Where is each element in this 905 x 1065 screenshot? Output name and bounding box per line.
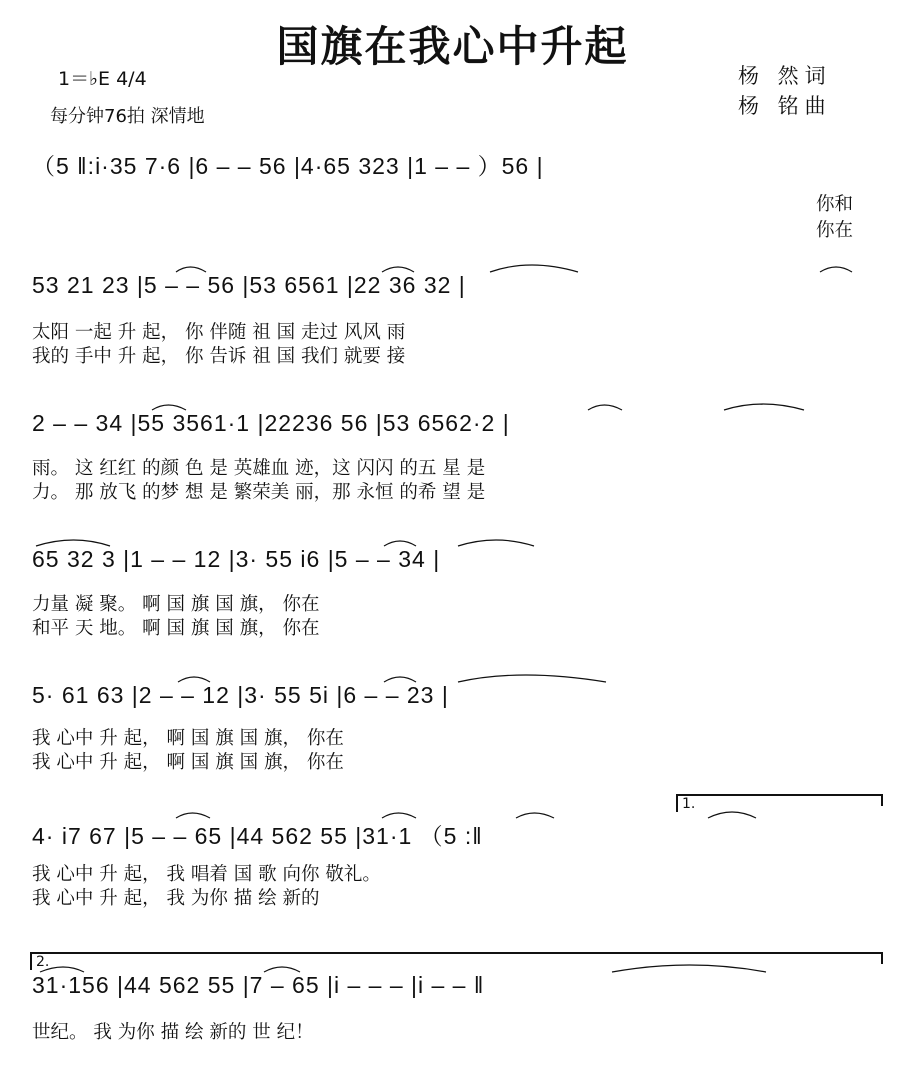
notation-line: 2 – – 34 |55 3561·1 |22236 56 |53 6562·2 | <box>32 410 510 436</box>
slur <box>588 405 622 410</box>
slur <box>820 267 852 272</box>
notation-line: 5· 61 63 |2 – – 12 |3· 55 5i |6 – – 23 | <box>32 682 449 708</box>
slur <box>382 267 414 272</box>
slur <box>176 813 210 818</box>
notation-line: （5 ‖:i·35 7·6 |6 – – 56 |4·65 323 |1 – – ）56 | <box>32 153 544 179</box>
slur <box>724 404 804 410</box>
notation-line: 4· i7 67 |5 – – 65 |44 562 55 |31·1 （5 :‖ <box>32 823 483 849</box>
slur <box>36 540 110 546</box>
slur <box>516 813 554 818</box>
slur <box>612 965 766 972</box>
lyric-line-verse-2: 力。 那 放飞 的梦 想 是 繁荣美 丽，那 永恒 的希 望 是 <box>32 482 486 503</box>
slur <box>458 540 534 546</box>
slur <box>458 675 606 682</box>
slur <box>178 677 210 682</box>
lyric-line-verse-2: 我 心中 升 起， 啊 国 旗 国 旗， 你在 <box>32 752 344 773</box>
lyric-line-verse-1: 太阳 一起 升 起， 你 伴随 祖 国 走过 风风 雨 <box>32 322 406 343</box>
slur <box>40 967 84 972</box>
second-ending-label: 2. <box>36 954 50 970</box>
tempo-marking: 每分钟76拍 深情地 <box>50 106 205 127</box>
first-ending-label: 1. <box>682 796 696 812</box>
slur <box>176 267 206 272</box>
lyric-line-verse-1: 你和 <box>816 194 854 215</box>
lyric-line-verse-2: 和平 天 地。 啊 国 旗 国 旗， 你在 <box>32 618 320 639</box>
slur <box>382 813 416 818</box>
lyric-line-verse-1: 世纪。 我 为你 描 绘 新的 世 纪！ <box>32 1022 314 1043</box>
key-signature: 1＝♭E 4/4 <box>58 68 147 90</box>
lyric-line-verse-1: 我 心中 升 起， 我 唱着 国 歌 向你 敬礼。 <box>32 864 381 885</box>
slur <box>152 405 186 410</box>
slur <box>264 967 300 972</box>
slur <box>490 265 578 272</box>
notation-line: 65 32 3 |1 – – 12 |3· 55 i6 |5 – – 34 | <box>32 546 441 572</box>
lyricist-credit: 杨 然词 <box>738 64 832 88</box>
lyric-line-verse-2: 我的 手中 升 起， 你 告诉 祖 国 我们 就要 接 <box>32 346 406 367</box>
composer-credit: 杨 铭曲 <box>738 94 832 118</box>
song-title: 国旗在我心中升起 <box>276 22 629 71</box>
slur <box>384 677 416 682</box>
notation-line: 31·156 |44 562 55 |7 – 65 |i – – – |i – – ‖ <box>32 972 485 998</box>
slur <box>384 541 416 546</box>
lyric-line-verse-1: 雨。 这 红红 的颜 色 是 英雄血 迹，这 闪闪 的五 星 是 <box>32 458 486 479</box>
notation-line: 53 21 23 |5 – – 56 |53 6561 |22 36 32 | <box>32 272 466 298</box>
slur <box>708 812 756 818</box>
lyric-line-verse-2: 我 心中 升 起， 我 为你 描 绘 新的 <box>32 888 320 909</box>
lyric-line-verse-1: 我 心中 升 起， 啊 国 旗 国 旗， 你在 <box>32 728 344 749</box>
lyric-line-verse-2: 你在 <box>816 220 854 241</box>
lyric-line-verse-1: 力量 凝 聚。 啊 国 旗 国 旗， 你在 <box>32 594 320 615</box>
